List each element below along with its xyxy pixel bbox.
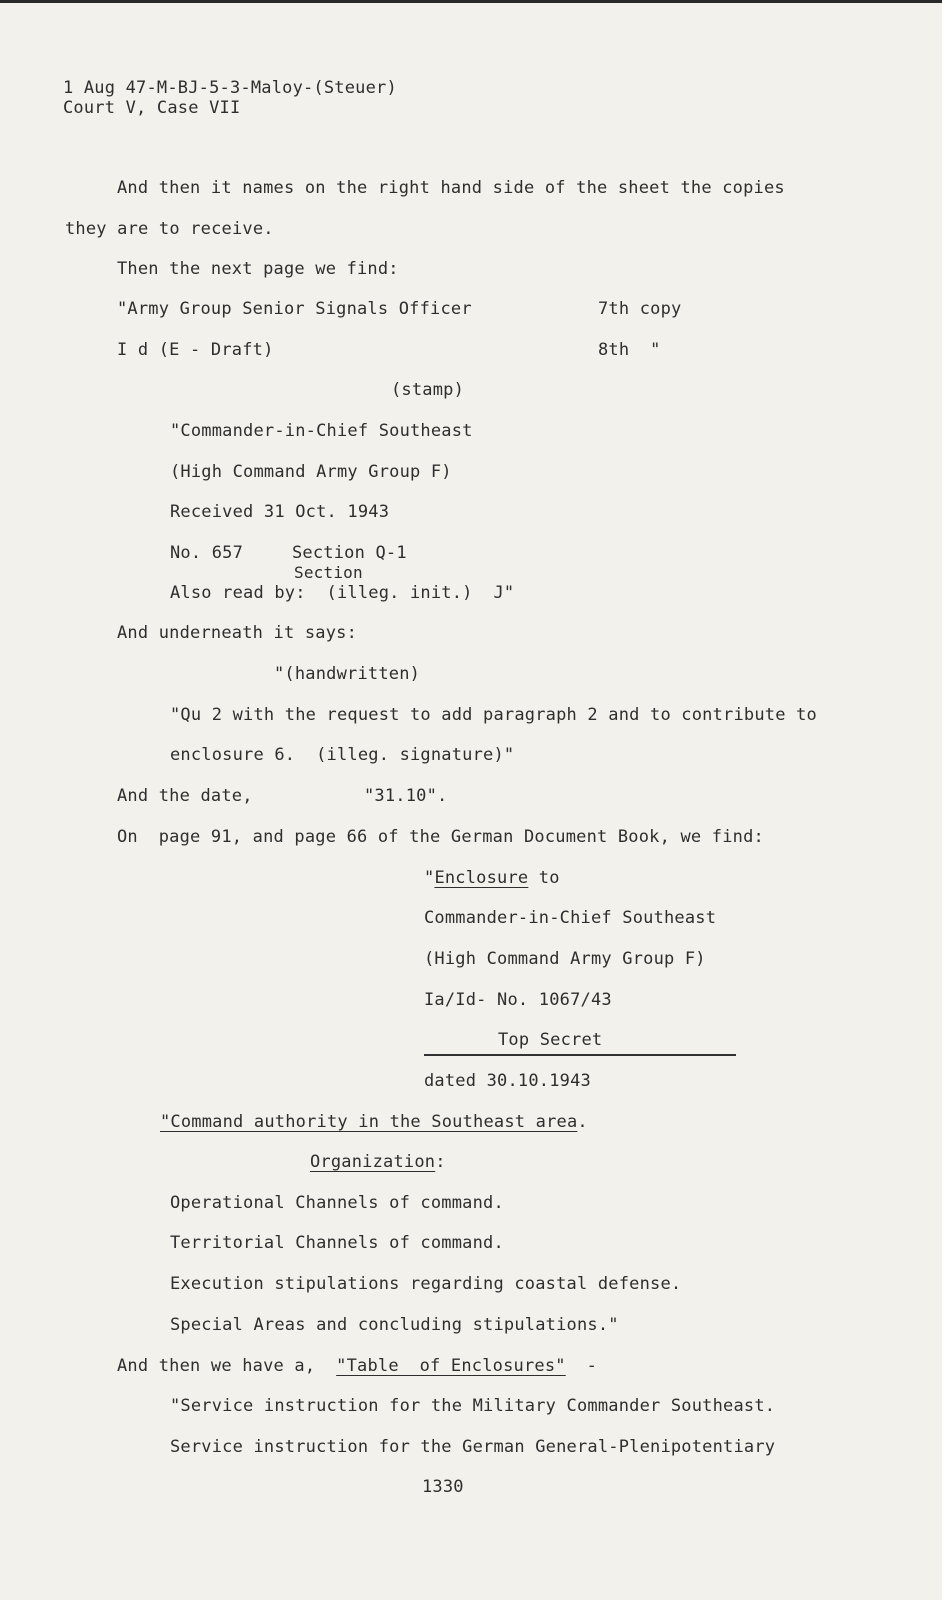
stamp-section-sub: Section	[294, 563, 363, 582]
stamp-line-3: Received 31 Oct. 1943	[170, 502, 390, 522]
distribution-row-1-label: "Army Group Senior Signals Officer	[117, 299, 472, 319]
command-authority-title	[160, 1112, 588, 1132]
enclosure-to: to	[528, 868, 560, 888]
table-suffix: -	[565, 1356, 598, 1376]
organization-item: Operational Channels of command.	[170, 1193, 504, 1213]
stamp-also-read: Also read by: (illeg. init.) J"	[170, 583, 515, 603]
stamp-number: No. 657	[170, 543, 244, 563]
table-title: "Table of Enclosures"	[336, 1356, 566, 1376]
paragraph-copies-1: And then it names on the right hand side of the sheet the copies	[117, 178, 785, 198]
page-number: 1330	[422, 1477, 464, 1497]
handwritten-note-1: "Qu 2 with the request to add paragraph 2 and to contribute to	[170, 705, 817, 725]
stamp-line-2: (High Command Army Group F)	[170, 462, 452, 482]
enclosure-quote: "	[424, 868, 435, 888]
header-court-case: Court V, Case VII	[63, 98, 241, 118]
stamp-label: (stamp)	[391, 380, 465, 400]
date-label: And the date,	[117, 786, 253, 806]
organization-item: Special Areas and concluding stipulations."	[170, 1315, 619, 1335]
enclosure-heading	[424, 868, 560, 888]
top-secret-rule	[424, 1054, 736, 1056]
handwritten-note-2: enclosure 6. (illeg. signature)"	[170, 745, 515, 765]
distribution-row-2-label: I d (E - Draft)	[117, 340, 274, 360]
organization-item: Territorial Channels of command.	[170, 1233, 504, 1253]
enclosure-dated: dated 30.10.1943	[424, 1071, 591, 1091]
table-of-enclosures-line	[117, 1356, 597, 1376]
enclosure-word: Enclosure	[434, 868, 529, 888]
paragraph-underneath: And underneath it says:	[117, 623, 358, 643]
stamp-section: Section Q-1	[292, 543, 407, 563]
handwritten-label: "(handwritten)	[274, 664, 421, 684]
distribution-row-1-copy: 7th copy	[598, 299, 682, 319]
service-instruction-1: "Service instruction for the Military Commander Southeast.	[170, 1396, 776, 1416]
table-prefix: And then we have a,	[117, 1356, 337, 1376]
enclosure-line-2: (High Command Army Group F)	[424, 949, 706, 969]
header-file-reference: 1 Aug 47-M-BJ-5-3-Maloy-(Steuer)	[63, 78, 397, 98]
date-value: "31.10".	[364, 786, 448, 806]
paragraph-next-page: Then the next page we find:	[117, 259, 399, 279]
service-instruction-2: Service instruction for the German General-Plenipotentiary	[170, 1437, 776, 1457]
command-authority-period: .	[577, 1112, 588, 1132]
stamp-line-1: "Commander-in-Chief Southeast	[170, 421, 473, 441]
organization-colon: :	[435, 1152, 446, 1172]
paragraph-copies-2: they are to receive.	[65, 219, 274, 239]
organization-item: Execution stipulations regarding coastal defense.	[170, 1274, 682, 1294]
organization-heading	[310, 1152, 446, 1172]
enclosure-line-1: Commander-in-Chief Southeast	[424, 908, 717, 928]
command-authority-text: "Command authority in the Southeast area	[160, 1112, 578, 1132]
distribution-row-2-copy: 8th "	[598, 340, 661, 360]
organization-text: Organization	[310, 1152, 436, 1172]
top-secret-label: Top Secret	[498, 1030, 603, 1050]
paragraph-page-91: On page 91, and page 66 of the German Document Book, we find:	[117, 827, 764, 847]
enclosure-line-3: Ia/Id- No. 1067/43	[424, 990, 612, 1010]
